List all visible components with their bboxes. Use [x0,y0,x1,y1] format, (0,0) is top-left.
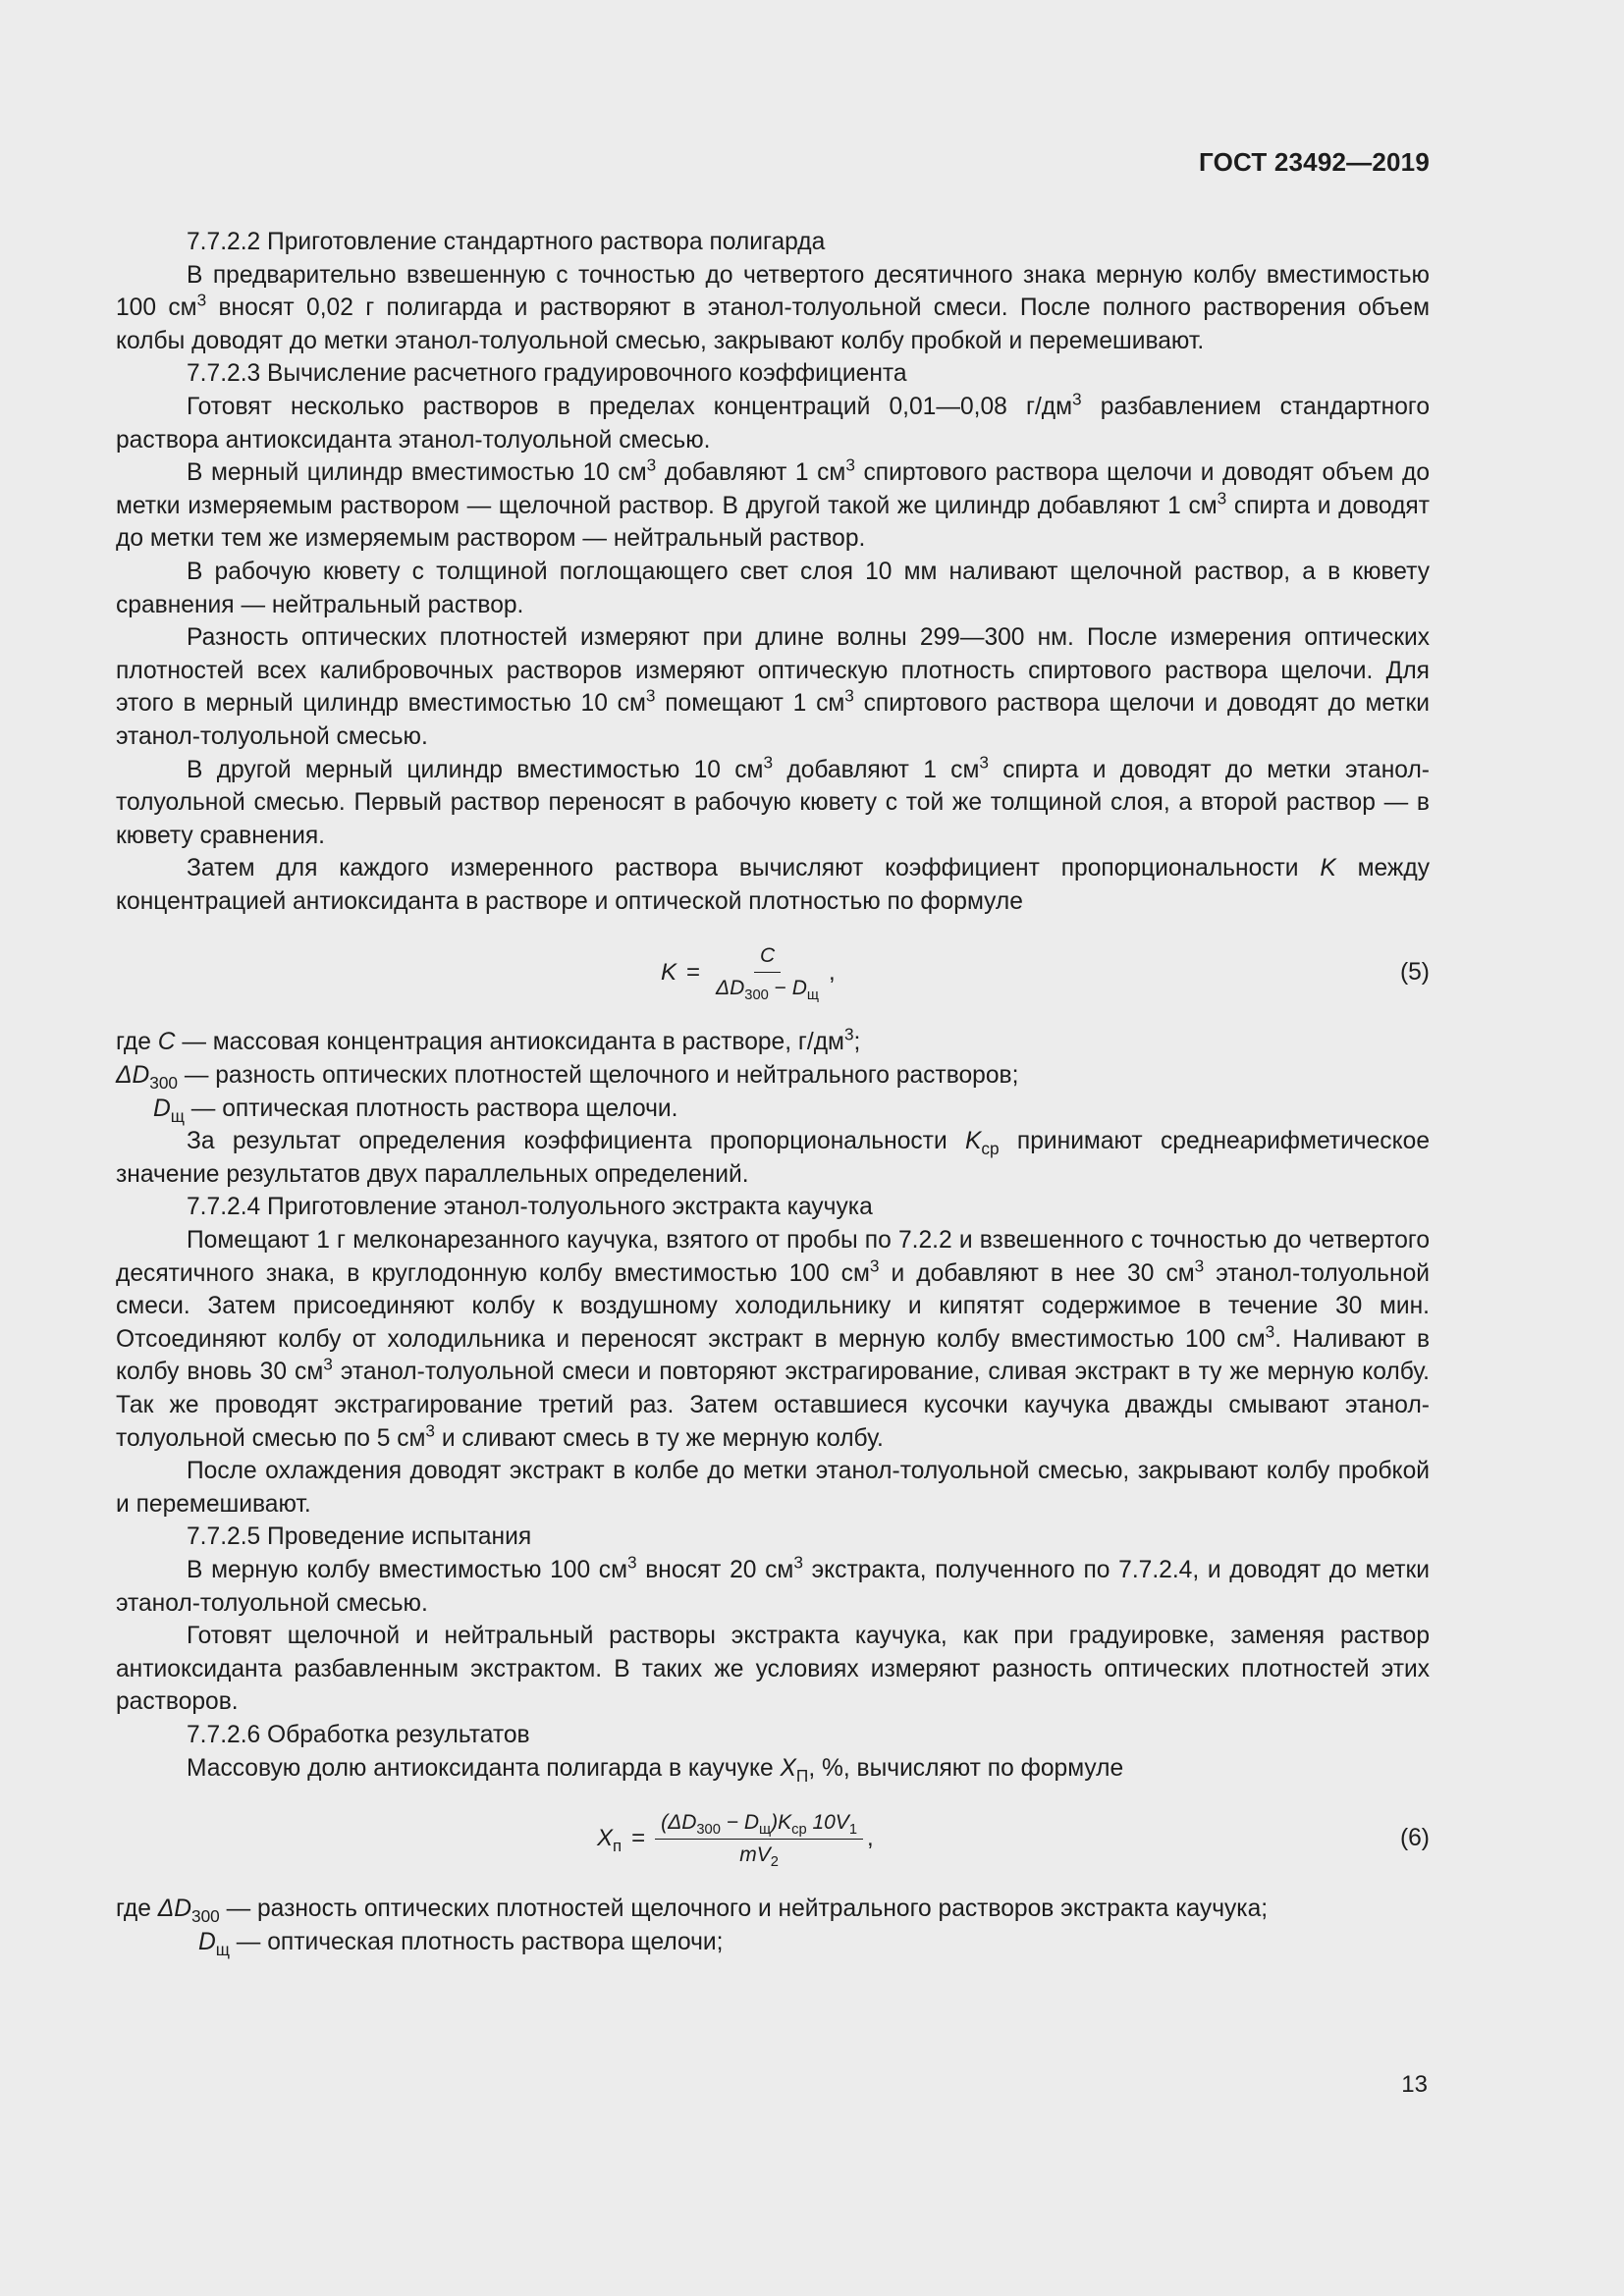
document-header: ГОСТ 23492—2019 [1199,147,1430,177]
page-number: 13 [1401,2071,1428,2098]
section-title-7-7-2-5: 7.7.2.5 Проведение испытания [187,1523,532,1551]
paragraph: Помещают 1 г мелконарезанного каучука, взятого от пробы по 7.2.2 и взвешенного с точностью до четвертого десятичного знака, в круглодонную колбу вместимостью 100 $см^3$ и добавляют в нее 30 $см^3$ этанол-толуольной смеси. Затем присоединяют колбу к воздушному холодильнику и кипятят содержимое в течение 30 мин. Отсоединяют колбу от холодильника и переносят экстракт в мерную колбу вместимостью 100 $см^3$. Наливают в колбу вновь 30 $см^3$ этанол-толуольной смеси и повторяют экстрагирование, сливая экстракт в ту же мерную колбу. Так же проводят экстрагирование третий раз. Затем оставшиеся кусочки каучука дважды смывают этанол-толуольной смесью по 5 $см^3$ и сливают смесь в ту же мерную колбу. [116,1227,1431,1452]
paragraph: После охлаждения доводят экстракт в колбе до метки этанол-толуольной смесью, закрывают колбу пробкой и перемешивают. [116,1458,1430,1518]
paragraph: Разность оптических плотностей измеряют при длине волны 299—300 нм. После измерения оптических плотностей всех калибровочных растворов измеряют оптическую плотность спиртового раствора щелочи. Для этого в мерный цилиндр вместимостью 10 $см^3$ помещают 1 $см^3$ спиртового раствора щелочи и доводят до метки этанол-толуольной смесью. [116,624,1430,750]
paragraph: За результат определения коэффициента пропорциональности $K_{ср}$ принимают среднеарифметическое значение результатов двух параллельных определений. [116,1128,1430,1188]
document-body [116,226,1430,1958]
paragraph: В предварительно взвешенную с точностью до четвертого десятичного знака мерную колбу вместимостью 100 $см^3$ вносят 0,02 г полигарда и растворяют в этанол-толуольной смеси. После полного растворения объем колбы доводят до метки этанол-толуольной смесью, закрывают колбу пробкой и перемешивают. [116,261,1430,354]
section-title-7-7-2-6: 7.7.2.6 Обработка результатов [187,1721,530,1748]
paragraph: Массовую долю антиоксиданта полигарда в каучуке $X_П$, %, вычисляют по формуле [187,1754,1124,1786]
formula-5-expression: K = $\frac{C}{\Delta D_{300} - D_щ}$ , [661,943,836,1004]
section-title-7-7-2-2: 7.7.2.2 Приготовление стандартного раствора полигарда [187,229,826,255]
paragraph: В мерную колбу вместимостью 100 $см^3$ вносят 20 $см^3$ экстракта, полученного по 7.7.2.4, и доводят до метки этанол-толуольной смесью. [116,1552,1431,1617]
formula-6-expression: $X_п$ = $\frac{(\Delta D_{300} - D_щ)K_{ср} 10V_1}{mV_2}$ , [597,1810,874,1870]
equation-number: (5) [1399,958,1430,986]
formula-5 [116,918,1430,1026]
paragraph: В рабочую кювету с толщиной поглощающего свет слоя 10 мм наливают щелочной раствор, а в кювету сравнения — нейтральный раствор. [116,558,1430,618]
fraction: $\frac{(\Delta D_{300} - D_щ)K_{ср} 10V_1}{mV_2}$ [655,1810,863,1868]
paragraph: Готовят несколько растворов в пределах концентраций 0,01—0,08 $г/дм^3$ разбавлением стандартного раствора антиоксиданта этанол-толуольной смесью. [116,389,1430,454]
paragraph: Затем для каждого измеренного раствора вычисляют коэффициент пропорциональности K между концентрацией антиоксиданта в растворе и оптической плотностью по формуле [116,855,1430,915]
paragraph: Готовят щелочной и нейтральный растворы экстракта каучука, как при градуировке, заменяя раствор антиоксиданта разбавленным экстрактом. В таких же условиях измеряют разность оптических плотностей этих растворов. [116,1623,1430,1716]
section-title-7-7-2-4: 7.7.2.4 Приготовление этанол-толуольного экстракта каучука [187,1194,873,1221]
fraction: $\frac{C}{\Delta D_{300} - D_щ}$ [716,943,820,1004]
paragraph: В мерный цилиндр вместимостью 10 $см^3$ добавляют 1 $см^3$ спиртового раствора щелочи и доводят объем до метки измеряемым раствором — щелочной раствор. В другой такой же цилиндр добавляют 1 $см^3$ спирта и доводят до метки тем же измеряемым раствором — нейтральный раствор. [116,454,1430,553]
where-line: $\Delta D_{300}$ — разность оптических плотностей щелочного и нейтрального растворов; [116,1062,1019,1094]
section-title-7-7-2-3: 7.7.2.3 Вычисление расчетного градуировочного коэффициента [187,360,907,388]
where-line: $D_щ$ — оптическая плотность раствора щелочи; [198,1928,724,1959]
paragraph: В другой мерный цилиндр вместимостью 10 $см^3$ добавляют 1 $см^3$ спирта и доводят до метки этанол-толуольной смесью. Первый раствор переносят в рабочую кювету с той же толщиной слоя, а второй раствор — в кювету сравнения. [116,752,1430,849]
where-line: где C — массовая концентрация антиоксиданта в растворе, $г/дм^3$; [116,1025,861,1056]
formula-6 [116,1785,1430,1893]
where-line: $D_щ$ — оптическая плотность раствора щелочи. [153,1095,678,1126]
equation-number: (6) [1399,1825,1430,1852]
where-line: где $\Delta D_{300}$ — разность оптических плотностей щелочного и нейтрального растворов экстракта каучука; [116,1896,1269,1927]
